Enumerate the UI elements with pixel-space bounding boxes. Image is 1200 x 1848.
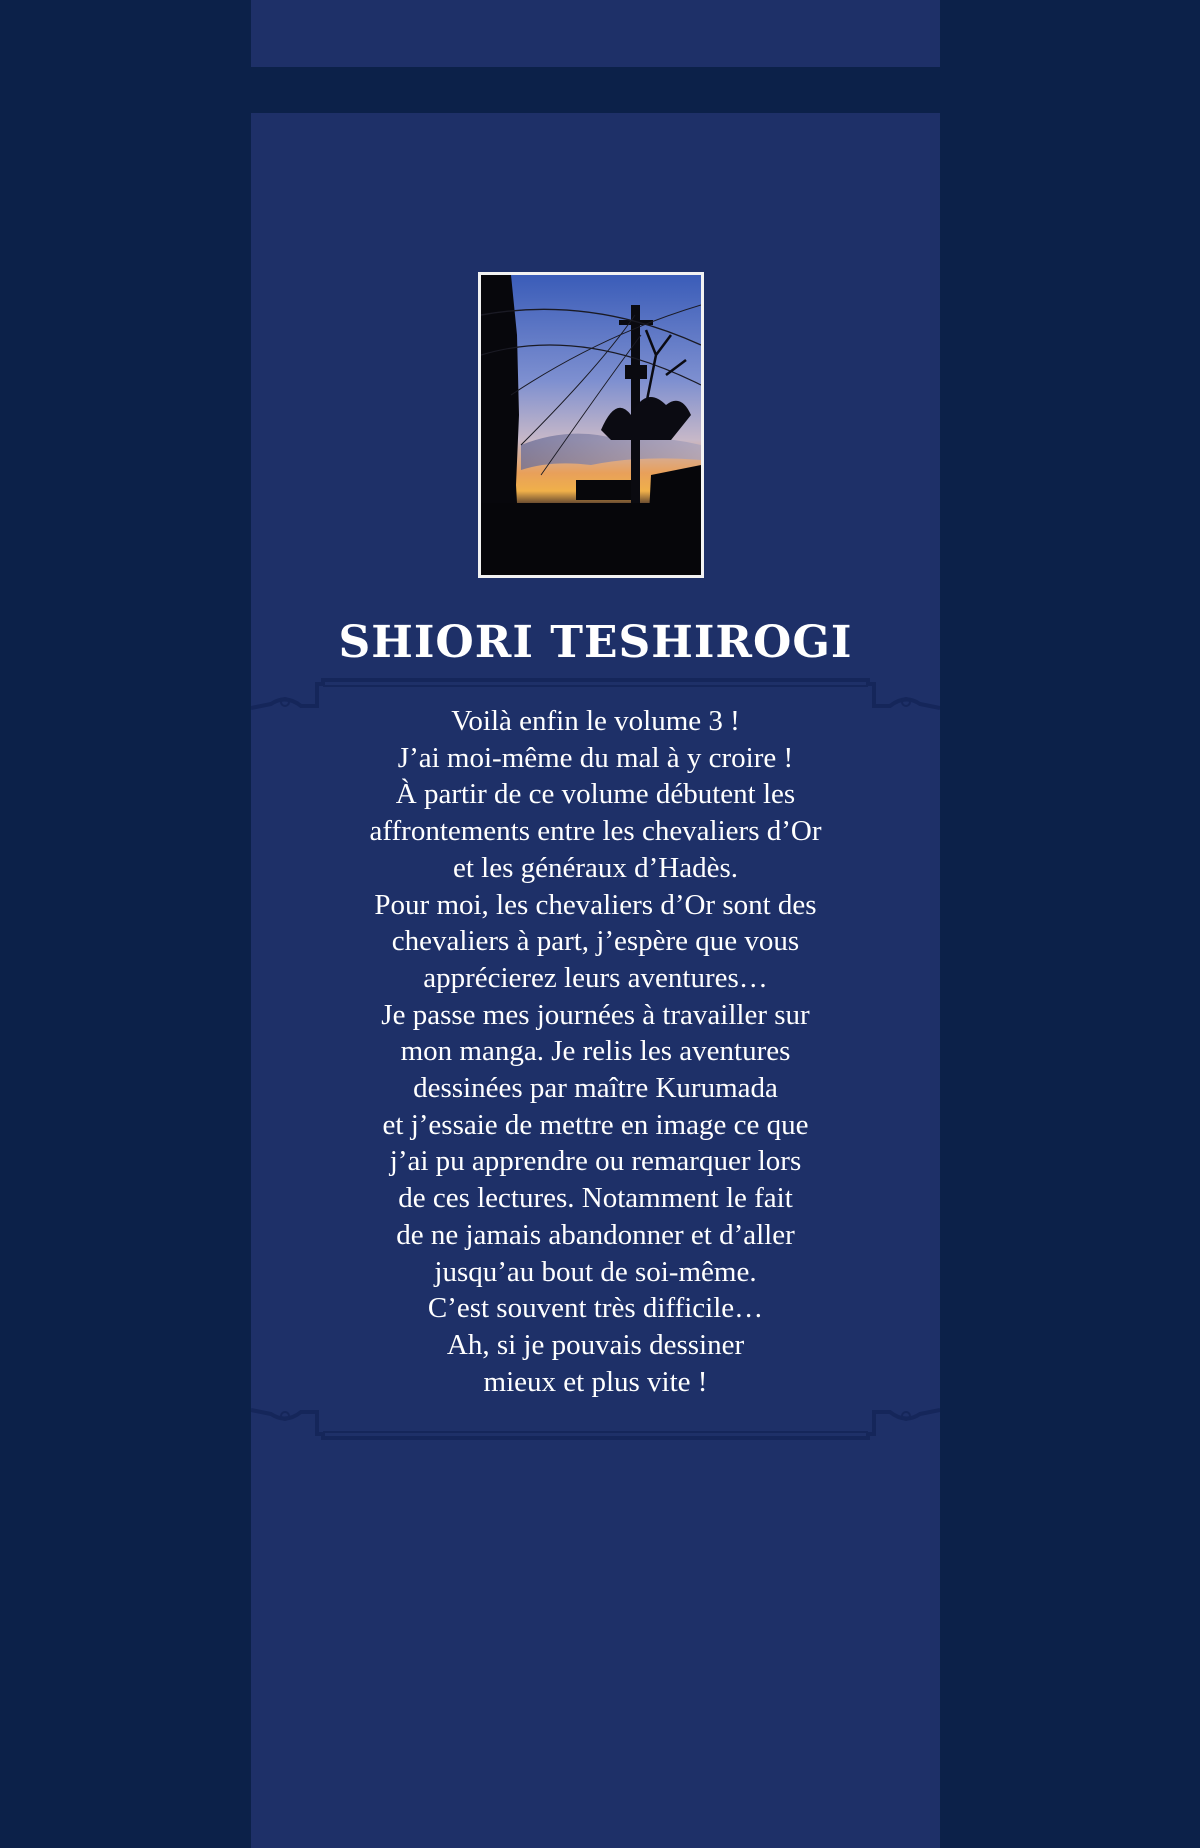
message-line: J’ai moi-même du mal à y croire ! bbox=[397, 741, 794, 774]
message-line: et j’essaie de mettre en image ce que bbox=[382, 1108, 809, 1141]
message-line: Ah, si je pouvais dessiner bbox=[446, 1328, 745, 1361]
message-line: Voilà enfin le volume 3 ! bbox=[451, 705, 740, 737]
message-line: jusqu’au bout de soi-même. bbox=[434, 1255, 757, 1288]
author-message bbox=[318, 703, 873, 1400]
message-line: chevaliers à part, j’espère que vous bbox=[391, 925, 800, 958]
message-line: apprécierez leurs aventures… bbox=[423, 961, 768, 994]
message-line: affrontements entre les chevaliers d’Or bbox=[369, 815, 822, 848]
author-photo bbox=[478, 272, 704, 578]
author-name: SHIORI TESHIROGI bbox=[338, 617, 853, 668]
message-line: de ces lectures. Notamment le fait bbox=[398, 1182, 793, 1215]
message-line: C’est souvent très difficile… bbox=[427, 1292, 764, 1325]
message-line: dessinées par maître Kurumada bbox=[413, 1072, 778, 1105]
message-line: de ne jamais abandonner et d’aller bbox=[396, 1218, 795, 1251]
top-panel bbox=[251, 0, 940, 67]
message-line: j’ai pu apprendre ou remarquer lors bbox=[389, 1145, 802, 1178]
ornament-bottom-shape bbox=[251, 1400, 940, 1440]
message-line: Je passe mes journées à travailler sur bbox=[381, 998, 810, 1031]
message-line: Pour moi, les chevaliers d’Or sont des bbox=[374, 888, 817, 921]
sunset-photo-image bbox=[481, 275, 701, 575]
message-line: mon manga. Je relis les aventures bbox=[400, 1035, 791, 1068]
message-line: et les généraux d’Hadès. bbox=[452, 851, 739, 884]
ornament-frame-bottom bbox=[251, 1400, 940, 1440]
message-line: À partir de ce volume débutent les bbox=[395, 778, 796, 811]
message-line: mieux et plus vite ! bbox=[483, 1365, 708, 1398]
